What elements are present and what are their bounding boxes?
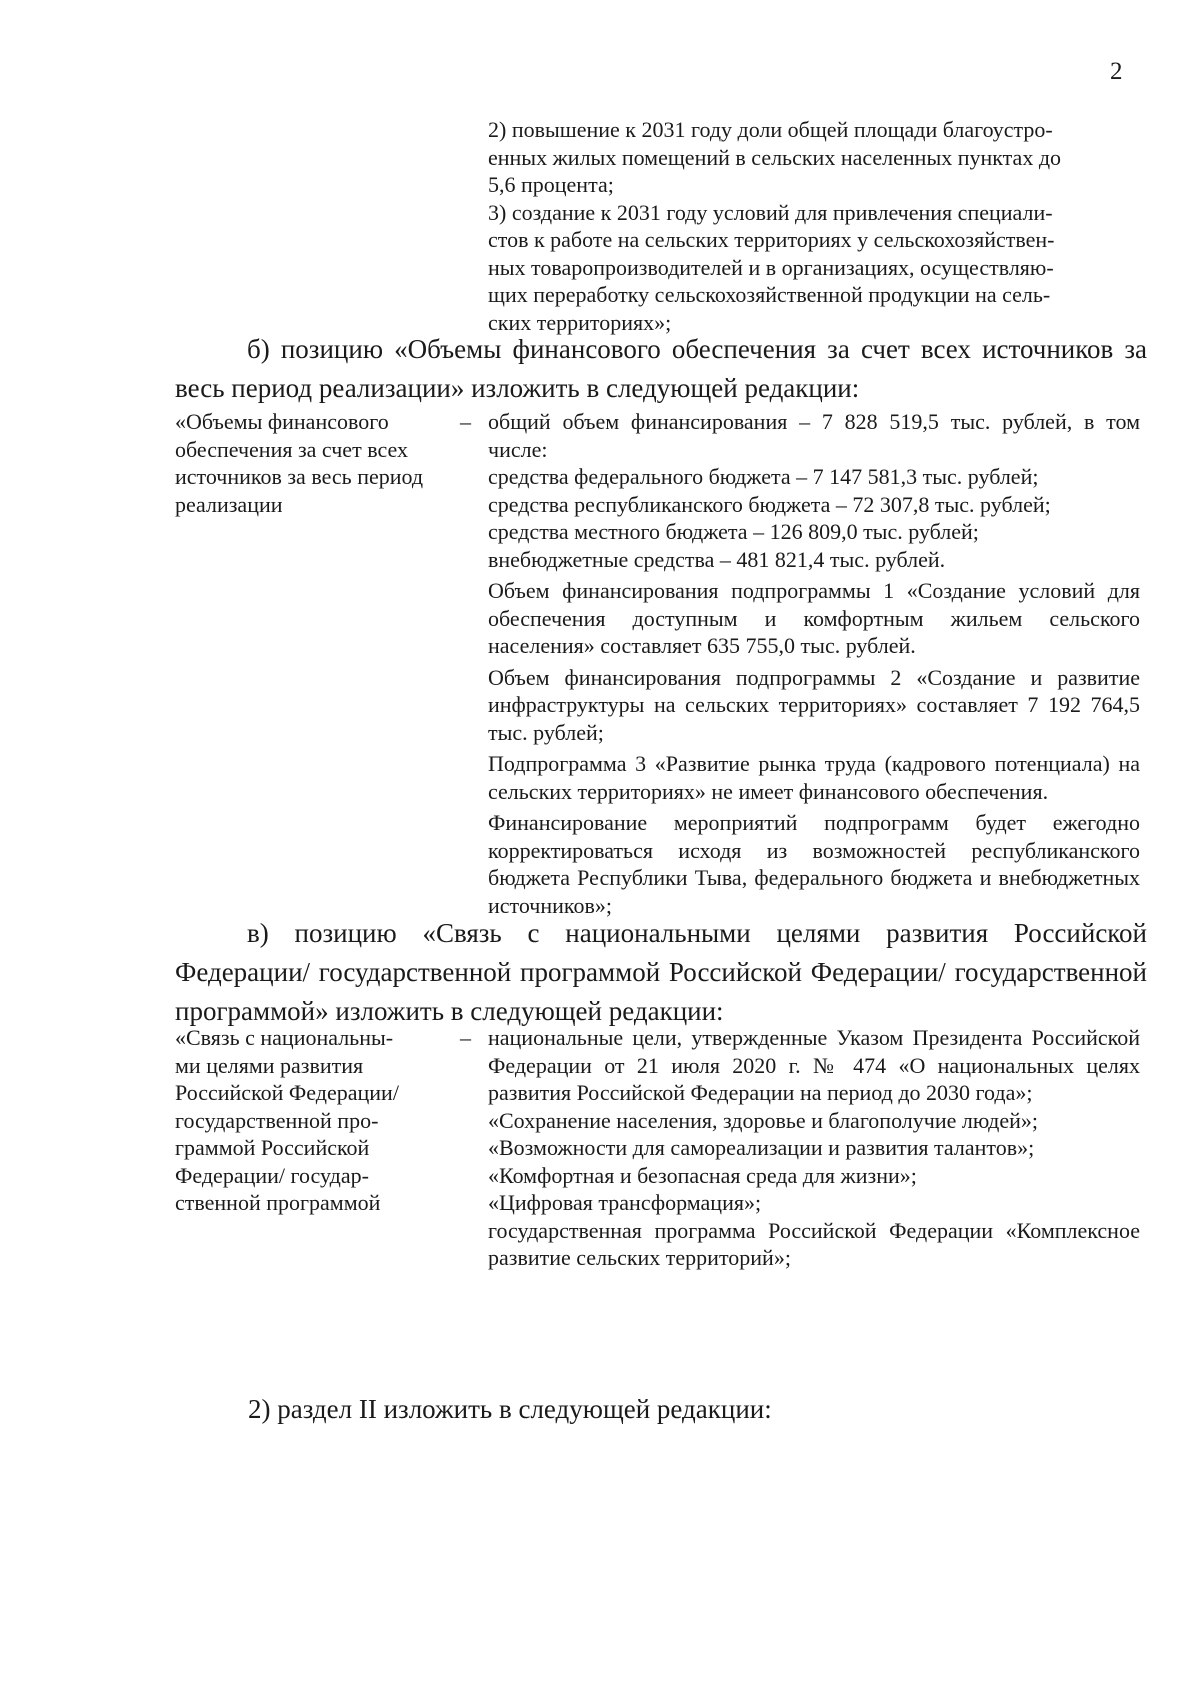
top-line: енных жилых помещений в сельских населенных пунктах до xyxy=(488,144,1062,170)
section-v-label xyxy=(175,1024,445,1217)
top-line: 2) повышение к 2031 году доли общей площади благоустро- xyxy=(488,117,1053,142)
content-paragraph: Объем финансирования подпрограммы 2 «Создание и развитие инфраструктуры на сельских территориях» составляет 7 192 764,5 тыс. рублей; xyxy=(488,664,1140,745)
label-line: реализации xyxy=(175,491,283,517)
content-paragraph: Объем финансирования подпрограммы 1 «Создание условий для обеспечения доступным и комфортным жильем сельского населения» составляет 635 755,0 тыс. рублей. xyxy=(488,578,1140,658)
final-line: 2) раздел II изложить в следующей редакции: xyxy=(248,1394,772,1424)
content-paragraph: «Комфортная и безопасная среда для жизни»; xyxy=(488,1162,917,1188)
content-paragraph: государственная программа Российской Федерации «Комплексное развитие сельских территорий»; xyxy=(488,1217,1140,1270)
top-line: ских территориях»; xyxy=(488,309,672,335)
page-number: 2 xyxy=(1110,58,1123,85)
top-block xyxy=(488,116,1138,336)
top-line: стов к работе на сельских территориях у сельскохозяйствен- xyxy=(488,227,1055,252)
section-b-label xyxy=(175,408,445,518)
content-paragraph: «Сохранение населения, здоровье и благополучие людей»; xyxy=(488,1107,1038,1133)
section-v-heading: в) позицию «Связь с национальными целями развития Российской Федерации/ государственной программой Российской Федерации/ государственной программой» изложить в следующей редакции: xyxy=(175,918,1147,1026)
top-line: ных товаропроизводителей и в организациях, осуществляю- xyxy=(488,254,1054,280)
top-line: 5,6 процента; xyxy=(488,172,614,197)
top-line: щих переработку сельскохозяйственной продукции на сель- xyxy=(488,282,1051,307)
content-paragraph: общий объем финансирования – 7 828 519,5 тыс. рублей, в том числе: xyxy=(488,409,1140,462)
label-line: ственной программой xyxy=(175,1190,381,1215)
content-paragraph: внебюджетные средства – 481 821,4 тыс. рублей. xyxy=(488,546,946,572)
section-v-row xyxy=(175,1024,1147,1284)
section-b-heading: б) позицию «Объемы финансового обеспечения за счет всех источников за весь период реализации» изложить в следующей редакции: xyxy=(175,334,1147,403)
content-paragraph: Подпрограмма 3 «Развитие рынка труда (кадрового потенциала) на сельских территориях» не имеет финансового обеспечения. xyxy=(488,751,1140,804)
section-v-heading-block xyxy=(175,914,1147,1031)
section-v-dash: – xyxy=(460,1025,471,1050)
content-paragraph: «Цифровая трансформация»; xyxy=(488,1190,762,1215)
content-paragraph: Финансирование мероприятий подпрограмм будет ежегодно корректироваться исходя из возможностей республиканского бюджета Республики Тыва, федерального бюджета и внебюджетных источников»; xyxy=(488,810,1140,918)
section-b-dash: – xyxy=(460,409,471,434)
content-paragraph: средства федерального бюджета – 7 147 581,3 тыс. рублей; xyxy=(488,464,1039,489)
content-paragraph: средства местного бюджета – 126 809,0 тыс. рублей; xyxy=(488,519,979,544)
content-paragraph: национальные цели, утвержденные Указом Президента Российской Федерации от 21 июля 2020 г. № 474 «О национальных целях развития Российской Федерации на период до 2030 года»; xyxy=(488,1025,1140,1105)
section-v-content xyxy=(488,1024,1140,1272)
label-line: «Связь с национальны- xyxy=(175,1025,394,1050)
label-line: граммой Российской xyxy=(175,1135,370,1160)
content-paragraph: средства республиканского бюджета – 72 307,8 тыс. рублей; xyxy=(488,491,1051,517)
label-line: обеспечения за счет всех xyxy=(175,436,408,462)
label-line: источников за весь период xyxy=(175,464,424,489)
section-b-row xyxy=(175,408,1147,918)
label-line: ми целями развития xyxy=(175,1052,364,1078)
section-b-content xyxy=(488,408,1140,919)
label-line: Федерации/ государ- xyxy=(175,1162,369,1188)
content-paragraph: «Возможности для самореализации и развития талантов»; xyxy=(488,1135,1035,1160)
label-line: «Объемы финансового xyxy=(175,409,389,434)
top-line: 3) создание к 2031 году условий для привлечения специали- xyxy=(488,199,1053,225)
section-b-heading-block xyxy=(175,330,1147,408)
label-line: Российской Федерации/ xyxy=(175,1080,399,1105)
label-line: государственной про- xyxy=(175,1107,379,1133)
